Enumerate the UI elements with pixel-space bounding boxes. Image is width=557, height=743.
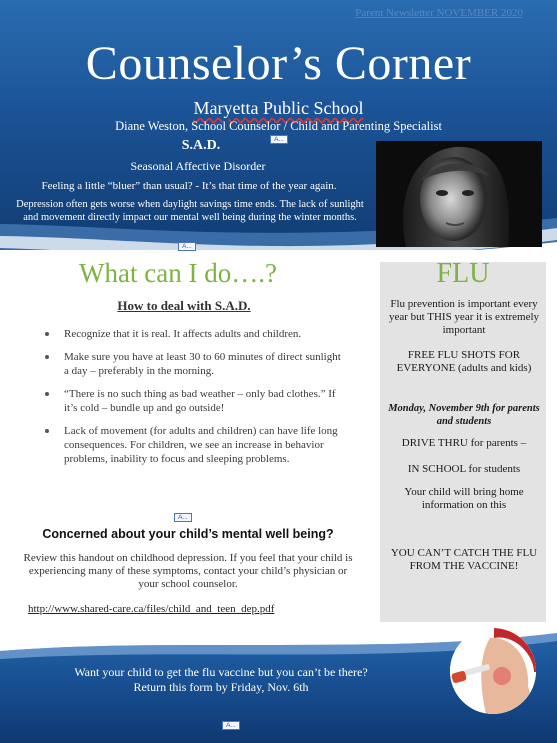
footer-text: Want your child to get the flu vaccine but you can’t be there? Return this form by Friday, Nov. 6th xyxy=(74,665,368,694)
concern-heading: Concerned about your child’s mental well being? xyxy=(42,527,334,541)
anchor-icon: A... xyxy=(270,135,288,144)
flu-vaccine-photo xyxy=(450,628,536,714)
handout-link[interactable]: http://www.shared-care.ca/files/child_and_teen_dep.pdf xyxy=(28,603,275,615)
list-item: Make sure you have at least 30 to 60 minutes of direct sunlight a day – preferably in the morning. xyxy=(42,350,344,378)
list-item: Lack of movement (for adults and children) can have life long consequences. For children, we see an increase in behavior problems, inability to focus and sleeping problems. xyxy=(42,424,344,466)
counselor-byline: Diane Weston, School Counselor / Child and Parenting Specialist xyxy=(115,119,442,133)
newsletter-date: Parent Newsletter NOVEMBER 2020 xyxy=(355,7,523,19)
sad-title: S.A.D. xyxy=(181,138,221,153)
anchor-icon: A... xyxy=(174,513,192,522)
review-text: Review this handout on childhood depression. If you feel that your child is experiencing many of these symptoms, contact your child’s physician or your school counselor. xyxy=(23,552,353,590)
flu-drive-thru: DRIVE THRU for parents – xyxy=(401,437,527,449)
school-name: Maryetta Public School xyxy=(193,98,364,118)
list-item: “There is no such thing as bad weather – only bad clothes.” If it’s cold – bundle up and go outside! xyxy=(42,387,344,415)
flu-heading: FLU xyxy=(436,258,490,289)
what-can-i-do-heading: What can I do….? xyxy=(79,258,277,288)
flu-info: Your child will bring home information on this xyxy=(404,486,524,511)
how-to-subheading: How to deal with S.A.D. xyxy=(117,298,251,313)
flu-importance: Flu prevention is important every year but THIS year it is extremely important xyxy=(388,298,540,336)
flu-vaccine-note: YOU CAN’T CATCH THE FLU FROM THE VACCINE! xyxy=(390,547,538,572)
flu-free-shots: FREE FLU SHOTS FOR EVERYONE (adults and kids) xyxy=(396,349,532,374)
sad-girl-photo xyxy=(376,141,542,247)
flu-date: Monday, November 9th for parents and students xyxy=(388,403,540,427)
list-item: Recognize that it is real. It affects adults and children. xyxy=(42,327,344,341)
anchor-icon: A... xyxy=(222,721,240,730)
flu-in-school: IN SCHOOL for students xyxy=(407,463,521,475)
sad-subtitle: Seasonal Affective Disorder xyxy=(130,159,266,173)
page-title: Counselor’s Corner xyxy=(85,37,472,90)
sad-intro: Feeling a little “bluer” than usual? - It’s that time of the year again. xyxy=(41,180,337,192)
anchor-icon: A... xyxy=(178,242,196,251)
tips-list xyxy=(42,327,344,475)
sad-paragraph: Depression often gets worse when daylight savings time ends. The lack of sunlight and movement directly impact our mental well being during the winter months. xyxy=(16,199,364,223)
